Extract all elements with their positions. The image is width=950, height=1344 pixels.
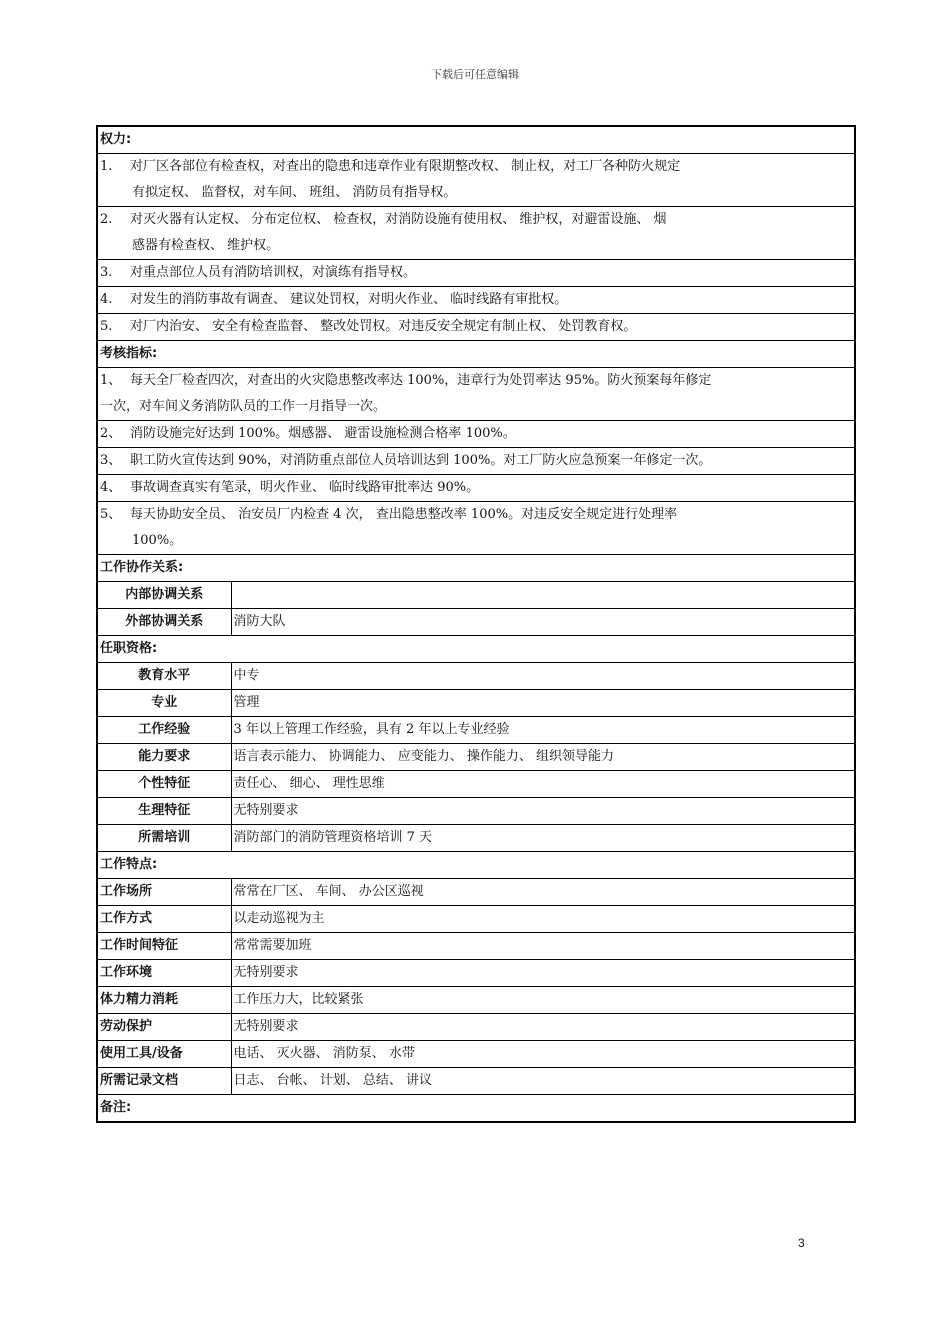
row-value: 工作压力大，比较紧张 (231, 987, 855, 1014)
table-row (97, 798, 855, 825)
row-value: 无特别要求 (231, 798, 855, 825)
list-item (97, 448, 855, 475)
section-kpi-header (97, 341, 855, 368)
row-label: 工作场所 (97, 879, 231, 906)
section-features-header (97, 852, 855, 879)
row-value: 常常需要加班 (231, 933, 855, 960)
header-note: 下载后可任意编辑 (431, 68, 519, 81)
table-row (97, 1041, 855, 1068)
table-row (97, 879, 855, 906)
row-value: 3 年以上管理工作经验，具有 2 年以上专业经验 (231, 717, 855, 744)
table-row (97, 987, 855, 1014)
list-item (97, 207, 855, 260)
item-number: 5. (100, 319, 113, 334)
row-label: 工作环境 (97, 960, 231, 987)
list-item (97, 502, 855, 555)
table-row (97, 825, 855, 852)
row-label: 体力精力消耗 (97, 987, 231, 1014)
row-label: 能力要求 (97, 744, 231, 771)
item-text: 每天全厂检查四次，对查出的火灾隐患整改率达 100%，违章行为处罚率达 95%。防火预案每年修定 (130, 373, 712, 388)
item-number: 4. (100, 292, 113, 307)
section-title: 权力: (97, 126, 855, 154)
row-label: 内部协调关系 (97, 582, 231, 609)
table-row (97, 906, 855, 933)
section-remarks-header (97, 1095, 855, 1123)
table-row (97, 582, 855, 609)
item-text: 消防设施完好达到 100%。烟感器、 避雷设施检测合格率 100%。 (130, 426, 516, 441)
item-text-cont: 一次，对车间义务消防队员的工作一月指导一次。 (100, 399, 387, 414)
row-label: 所需培训 (97, 825, 231, 852)
list-item (97, 475, 855, 502)
item-number: 3. (100, 265, 113, 280)
row-label: 生理特征 (97, 798, 231, 825)
row-value: 消防大队 (231, 609, 855, 636)
section-qualification-header (97, 636, 855, 663)
row-label: 个性特征 (97, 771, 231, 798)
section-title: 工作特点: (97, 852, 855, 879)
row-value: 管理 (231, 690, 855, 717)
page-number: 3 (798, 1236, 805, 1250)
list-item (97, 314, 855, 341)
list-item (97, 260, 855, 287)
list-item (97, 421, 855, 448)
section-title: 备注: (97, 1095, 855, 1123)
item-text: 对灭火器有认定权、 分布定位权、 检查权，对消防设施有使用权、 维护权，对避雷设施、 烟 (130, 212, 667, 227)
table-row (97, 960, 855, 987)
row-value: 以走动巡视为主 (231, 906, 855, 933)
item-text: 事故调查真实有笔录，明火作业、 临时线路审批率达 90%。 (130, 480, 480, 495)
table-row (97, 663, 855, 690)
row-value: 日志、 台帐、 计划、 总结、 讲议 (231, 1068, 855, 1095)
item-number: 4、 (100, 480, 122, 495)
table-row (97, 690, 855, 717)
section-title: 任职资格: (97, 636, 855, 663)
row-label: 工作时间特征 (97, 933, 231, 960)
item-number: 2、 (100, 426, 122, 441)
row-label: 劳动保护 (97, 1014, 231, 1041)
table-row (97, 1014, 855, 1041)
table-row (97, 933, 855, 960)
item-text-cont: 100%。 (132, 533, 183, 548)
section-cooperation-header (97, 555, 855, 582)
item-text: 每天协助安全员、 治安员厂内检查 4 次， 查出隐患整改率 100%。对违反安全规定进行处理率 (130, 507, 678, 522)
item-number: 1. (100, 159, 113, 174)
section-title: 工作协作关系: (97, 555, 855, 582)
table-row (97, 1068, 855, 1095)
job-description-table (96, 125, 856, 1123)
row-value: 责任心、 细心、 理性思维 (231, 771, 855, 798)
item-text: 职工防火宣传达到 90%，对消防重点部位人员培训达到 100%。对工厂防火应急预案一年修定一次。 (130, 453, 712, 468)
item-number: 1、 (100, 373, 122, 388)
table-row (97, 609, 855, 636)
row-label: 所需记录文档 (97, 1068, 231, 1095)
item-text: 对重点部位人员有消防培训权，对演练有指导权。 (130, 265, 417, 280)
row-value: 常常在厂区、 车间、 办公区巡视 (231, 879, 855, 906)
row-label: 教育水平 (97, 663, 231, 690)
row-value: 无特别要求 (231, 960, 855, 987)
table-row (97, 771, 855, 798)
row-value: 消防部门的消防管理资格培训 7 天 (231, 825, 855, 852)
list-item (97, 368, 855, 421)
item-text: 对发生的消防事故有调查、 建议处罚权，对明火作业、 临时线路有审批权。 (130, 292, 568, 307)
row-value: 无特别要求 (231, 1014, 855, 1041)
section-title: 考核指标: (97, 341, 855, 368)
item-text: 对厂区各部位有检查权，对查出的隐患和违章作业有限期整改权、 制止权，对工厂各种防火规定 (130, 159, 681, 174)
row-label: 使用工具/设备 (97, 1041, 231, 1068)
row-label: 工作经验 (97, 717, 231, 744)
row-value (231, 582, 855, 609)
table-row (97, 744, 855, 771)
item-text: 对厂内治安、 安全有检查监督、 整改处罚权。对违反安全规定有制止权、 处罚教育权。 (130, 319, 637, 334)
row-value: 电话、 灭火器、 消防泵、 水带 (231, 1041, 855, 1068)
row-value: 中专 (231, 663, 855, 690)
table-row (97, 717, 855, 744)
item-number: 3、 (100, 453, 122, 468)
item-text-cont: 感器有检查权、 维护权。 (132, 238, 280, 253)
section-powers-header (97, 126, 855, 154)
item-number: 2. (100, 212, 113, 227)
row-value: 语言表示能力、 协调能力、 应变能力、 操作能力、 组织领导能力 (231, 744, 855, 771)
list-item (97, 154, 855, 207)
row-label: 专业 (97, 690, 231, 717)
row-label: 工作方式 (97, 906, 231, 933)
item-number: 5、 (100, 507, 122, 522)
item-text-cont: 有拟定权、 监督权，对车间、 班组、 消防员有指导权。 (132, 185, 457, 200)
list-item (97, 287, 855, 314)
row-label: 外部协调关系 (97, 609, 231, 636)
